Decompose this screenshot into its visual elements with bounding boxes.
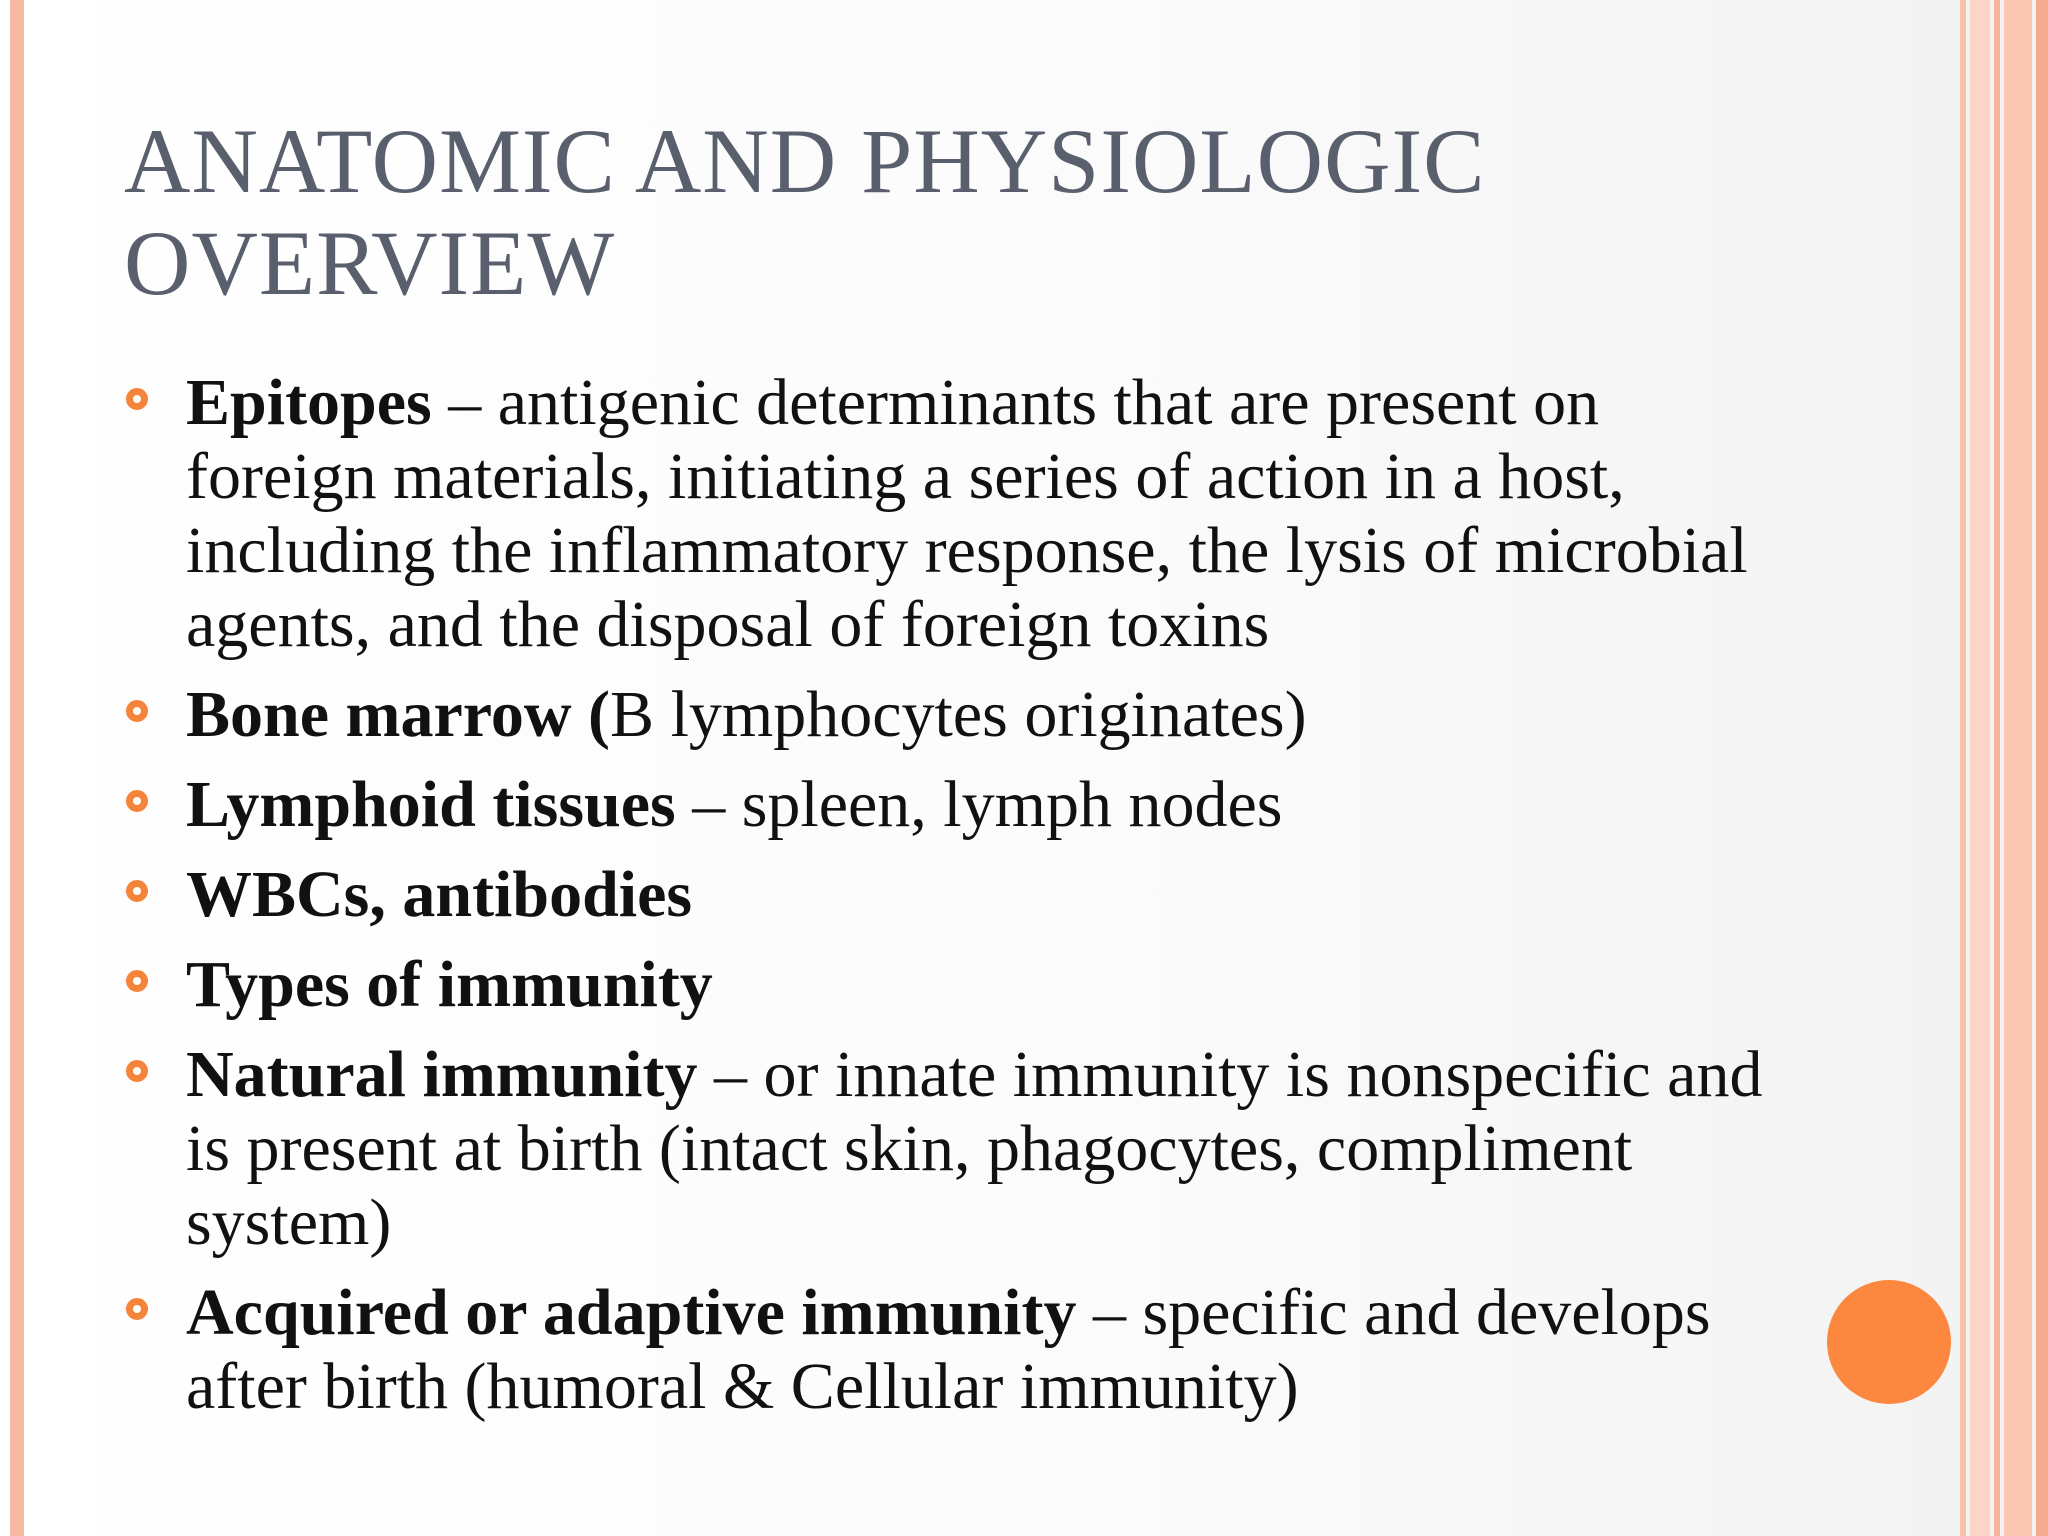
ring-bullet-icon [126, 970, 148, 992]
bullet-item-acquired-immunity [124, 1276, 1804, 1424]
right-border-stripe [1994, 0, 2000, 1536]
bullet-list [124, 366, 1804, 1440]
bullet-text: – spleen, lymph nodes [675, 768, 1283, 841]
right-border-stripe [2036, 0, 2048, 1536]
bullet-term: Epitopes [186, 366, 432, 439]
bullet-item-wbcs [124, 858, 1804, 932]
bullet-term: Natural immunity [186, 1038, 698, 1111]
bullet-text: – specific and develops after birth (humoral & Cellular immunity) [186, 1276, 1711, 1423]
ring-bullet-icon [126, 388, 148, 410]
slide-title [124, 110, 1824, 314]
orange-circle-decoration [1827, 1280, 1951, 1404]
bullet-item-bone-marrow [124, 678, 1804, 752]
right-border-stripe [1970, 0, 1990, 1536]
bullet-item-types-of-immunity [124, 948, 1804, 1022]
title-line-1: ANATOMIC AND PHYSIOLOGIC [124, 110, 1486, 212]
bullet-term: Bone marrow ( [186, 678, 611, 751]
bullet-text: B lymphocytes originates) [610, 678, 1307, 751]
right-border-stripe [1960, 0, 1966, 1536]
title-line-2: OVERVIEW [124, 212, 616, 314]
bullet-term: WBCs, antibodies [186, 858, 693, 931]
bullet-item-natural-immunity [124, 1038, 1804, 1260]
ring-bullet-icon [126, 790, 148, 812]
bullet-term: Types of immunity [186, 948, 713, 1021]
bullet-text: – antigenic determinants that are present on foreign materials, initiating a series of action in a host, including the inflammatory response, the lysis of microbial agents, and the disposal of foreign toxins [186, 366, 1748, 661]
bullet-term: Lymphoid tissues [186, 768, 676, 841]
left-border-stripe [10, 0, 24, 1536]
bullet-term: Acquired or adaptive immunity [186, 1276, 1077, 1349]
bullet-text: – or innate immunity is nonspecific and is present at birth (intact skin, phagocytes, compliment system) [186, 1038, 1763, 1259]
right-border-stripe [2004, 0, 2032, 1536]
ring-bullet-icon [126, 700, 148, 722]
ring-bullet-icon [126, 1060, 148, 1082]
bullet-item-lymphoid-tissues [124, 768, 1804, 842]
ring-bullet-icon [126, 880, 148, 902]
ring-bullet-icon [126, 1298, 148, 1320]
bullet-item-epitopes [124, 366, 1804, 662]
